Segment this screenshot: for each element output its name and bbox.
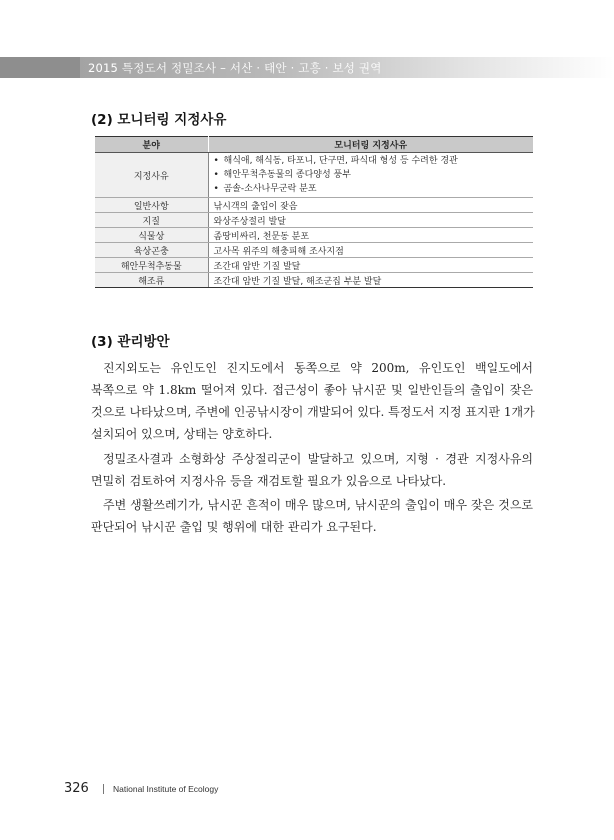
table-cell-field: 식물상 (95, 228, 208, 243)
table-header-reason: 모니터링 지정사유 (208, 137, 533, 153)
table-row (95, 198, 533, 213)
table-row (95, 153, 533, 198)
table-row (95, 243, 533, 258)
paragraph-line: 주변 생활쓰레기가, 낚시꾼 흔적이 매우 많으며, 낚시꾼의 출입이 매우 잦은 것으로 (103, 498, 533, 512)
section-title-management-plan: (3) 관리방안 (91, 334, 170, 350)
table-cell-reason: 낚시객의 출입이 잦음 (208, 198, 533, 213)
page-number: 326 (64, 781, 89, 796)
table-row (95, 213, 533, 228)
bullet-icon: • (213, 170, 219, 180)
bullet-icon: • (213, 156, 219, 166)
table-row (95, 228, 533, 243)
table-header-row (95, 137, 533, 153)
list-item (214, 182, 530, 196)
section-title-monitoring-reasons: (2) 모니터링 지정사유 (91, 112, 227, 128)
list-item-text: 곰솔-소사나무군락 분포 (223, 184, 317, 194)
table-cell-reason: 조간대 암반 기질 발달 (208, 258, 533, 273)
bullet-icon: • (213, 184, 219, 194)
list-item (214, 168, 530, 182)
table-header-field: 분야 (95, 137, 208, 153)
table-cell-reasons (208, 153, 533, 198)
monitoring-reasons-table (95, 136, 533, 288)
list-item-text: 해안무척추동물의 종다양성 풍부 (223, 170, 351, 180)
header-left-block (0, 57, 80, 78)
footer-institute: National Institute of Ecology (113, 784, 219, 794)
list-item-text: 해식애, 해식동, 타포니, 단구면, 파식대 형성 등 수려한 경관 (223, 156, 458, 166)
table-row (95, 273, 533, 288)
paragraph-line: 면밀히 검토하여 지정사유 등을 재검토할 필요가 있음으로 나타났다. (91, 474, 447, 488)
body-paragraph (91, 357, 533, 445)
table-cell-field: 해조류 (95, 273, 208, 288)
paragraph-line: 정밀조사결과 소형화상 주상절리군이 발달하고 있으며, 지형 · 경관 지정사유의 (103, 452, 533, 466)
paragraph-line: 판단되어 낚시꾼 출입 및 행위에 대한 관리가 요구된다. (91, 520, 377, 534)
table-cell-reason: 조간대 암반 기질 발달, 해조군집 부분 발달 (208, 273, 533, 288)
paragraph-line: 것으로 나타났으며, 주변에 인공낚시장이 개발되어 있다. 특정도서 지정 표지판 1개가 (91, 405, 535, 419)
paragraph-line: 진지외도는 유인도인 진지도에서 동쪽으로 약 200m, 유인도인 백일도에서 (103, 361, 533, 375)
footer-divider (103, 784, 104, 794)
table-cell-field: 육상곤충 (95, 243, 208, 258)
table-row (95, 258, 533, 273)
paragraph-line: 설치되어 있으며, 상태는 양호하다. (91, 427, 273, 441)
table-cell-field: 일반사항 (95, 198, 208, 213)
running-header-title: 2015 특정도서 정밀조사 – 서산 · 태안 · 고흥 · 보성 권역 (88, 61, 382, 75)
body-paragraph (91, 448, 533, 492)
list-item (214, 154, 530, 168)
paragraph-line: 북쪽으로 약 1.8km 떨어져 있다. 접근성이 좋아 낚시꾼 및 일반인들의 출입이 잦은 (91, 383, 533, 397)
table-cell-field: 지정사유 (95, 153, 208, 198)
table-cell-field: 해안무척추동물 (95, 258, 208, 273)
reason-list (214, 153, 530, 197)
table-cell-reason: 와상주상절리 발달 (208, 213, 533, 228)
table-cell-reason: 고사목 위주의 해충피해 조사지점 (208, 243, 533, 258)
table-cell-field: 지질 (95, 213, 208, 228)
table-cell-reason: 좀땅비싸리, 천문동 분포 (208, 228, 533, 243)
body-paragraph (91, 494, 533, 538)
